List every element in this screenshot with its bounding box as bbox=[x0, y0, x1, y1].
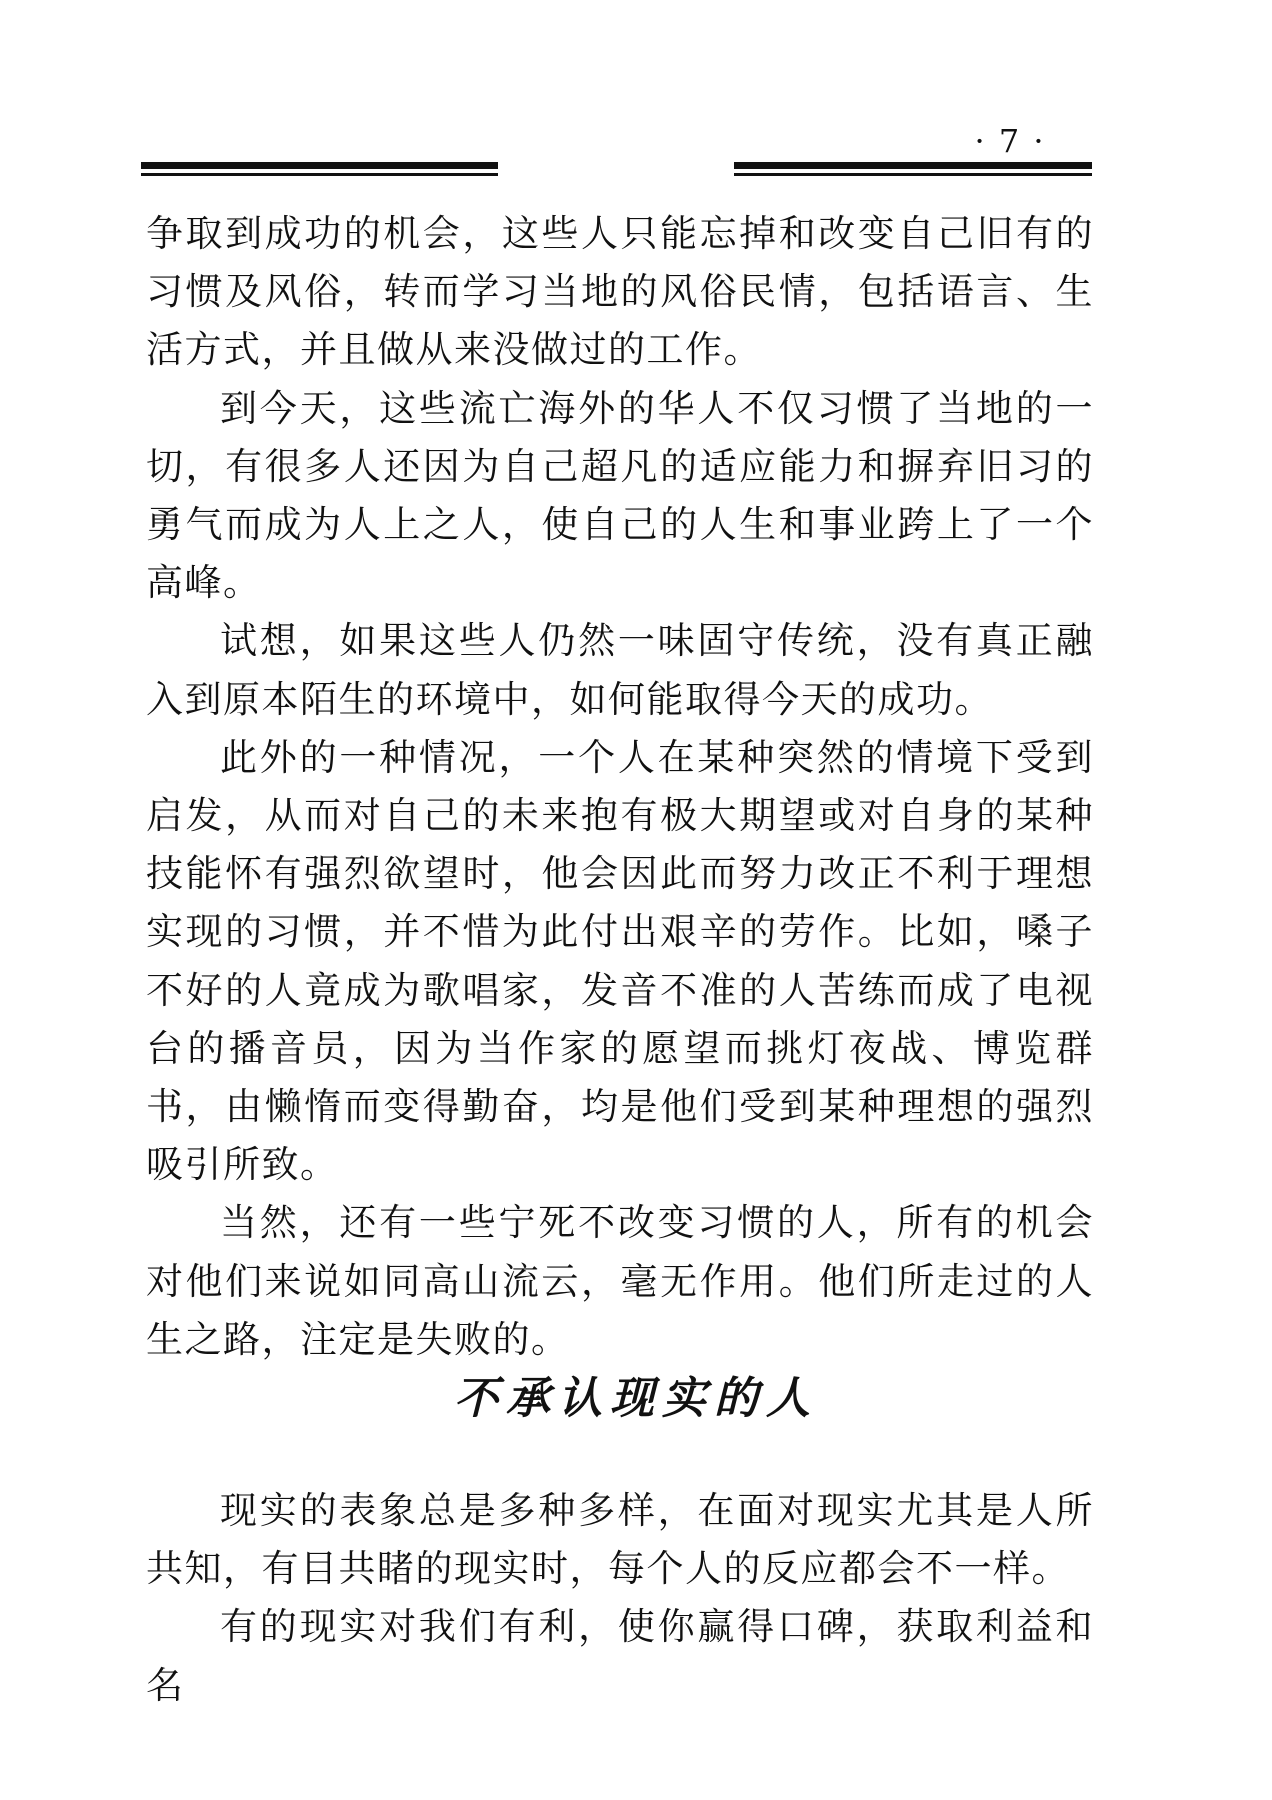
section-body-text bbox=[146, 1482, 1094, 1715]
paragraph: 试想，如果这些人仍然一味固守传统，没有真正融入到原本陌生的环境中，如何能取得今天的成功。 bbox=[146, 619, 1094, 721]
header-rule-right bbox=[734, 162, 1092, 176]
paragraph: 当然，还有一些宁死不改变习惯的人，所有的机会对他们来说如同高山流云，毫无作用。他们所走过的人生之路，注定是失败的。 bbox=[146, 1201, 1094, 1361]
page-number: · 7 · bbox=[974, 122, 1046, 160]
paragraph: 到今天，这些流亡海外的华人不仅习惯了当地的一切，有很多人还因为自己超凡的适应能力和摒弃旧习的勇气而成为人上之人，使自己的人生和事业跨上了一个高峰。 bbox=[146, 386, 1094, 605]
body-text bbox=[146, 205, 1094, 1369]
paragraph: 有的现实对我们有利，使你赢得口碑，获取利益和名 bbox=[146, 1605, 1094, 1707]
paragraph: 争取到成功的机会，这些人只能忘掉和改变自己旧有的习惯及风俗，转而学习当地的风俗民情，包括语言、生活方式，并且做从来没做过的工作。 bbox=[146, 212, 1094, 372]
section-title: 不承认现实的人 bbox=[454, 1373, 818, 1424]
header-rule-left bbox=[141, 162, 498, 176]
paragraph: 现实的表象总是多种多样，在面对现实尤其是人所共知，有目共睹的现实时，每个人的反应都会不一样。 bbox=[146, 1489, 1094, 1591]
paragraph: 此外的一种情况，一个人在某种突然的情境下受到启发，从而对自己的未来抱有极大期望或对自身的某种技能怀有强烈欲望时，他会因此而努力改正不利于理想实现的习惯，并不惜为此付出艰辛的劳作。比如，嗓子不好的人竟成为歌唱家，发音不准的人苦练而成了电视台的播音员，因为当作家的愿望而挑灯夜战、博览群书，由懒惰而变得勤奋，均是他们受到某种理想的强烈吸引所致。 bbox=[146, 735, 1094, 1187]
